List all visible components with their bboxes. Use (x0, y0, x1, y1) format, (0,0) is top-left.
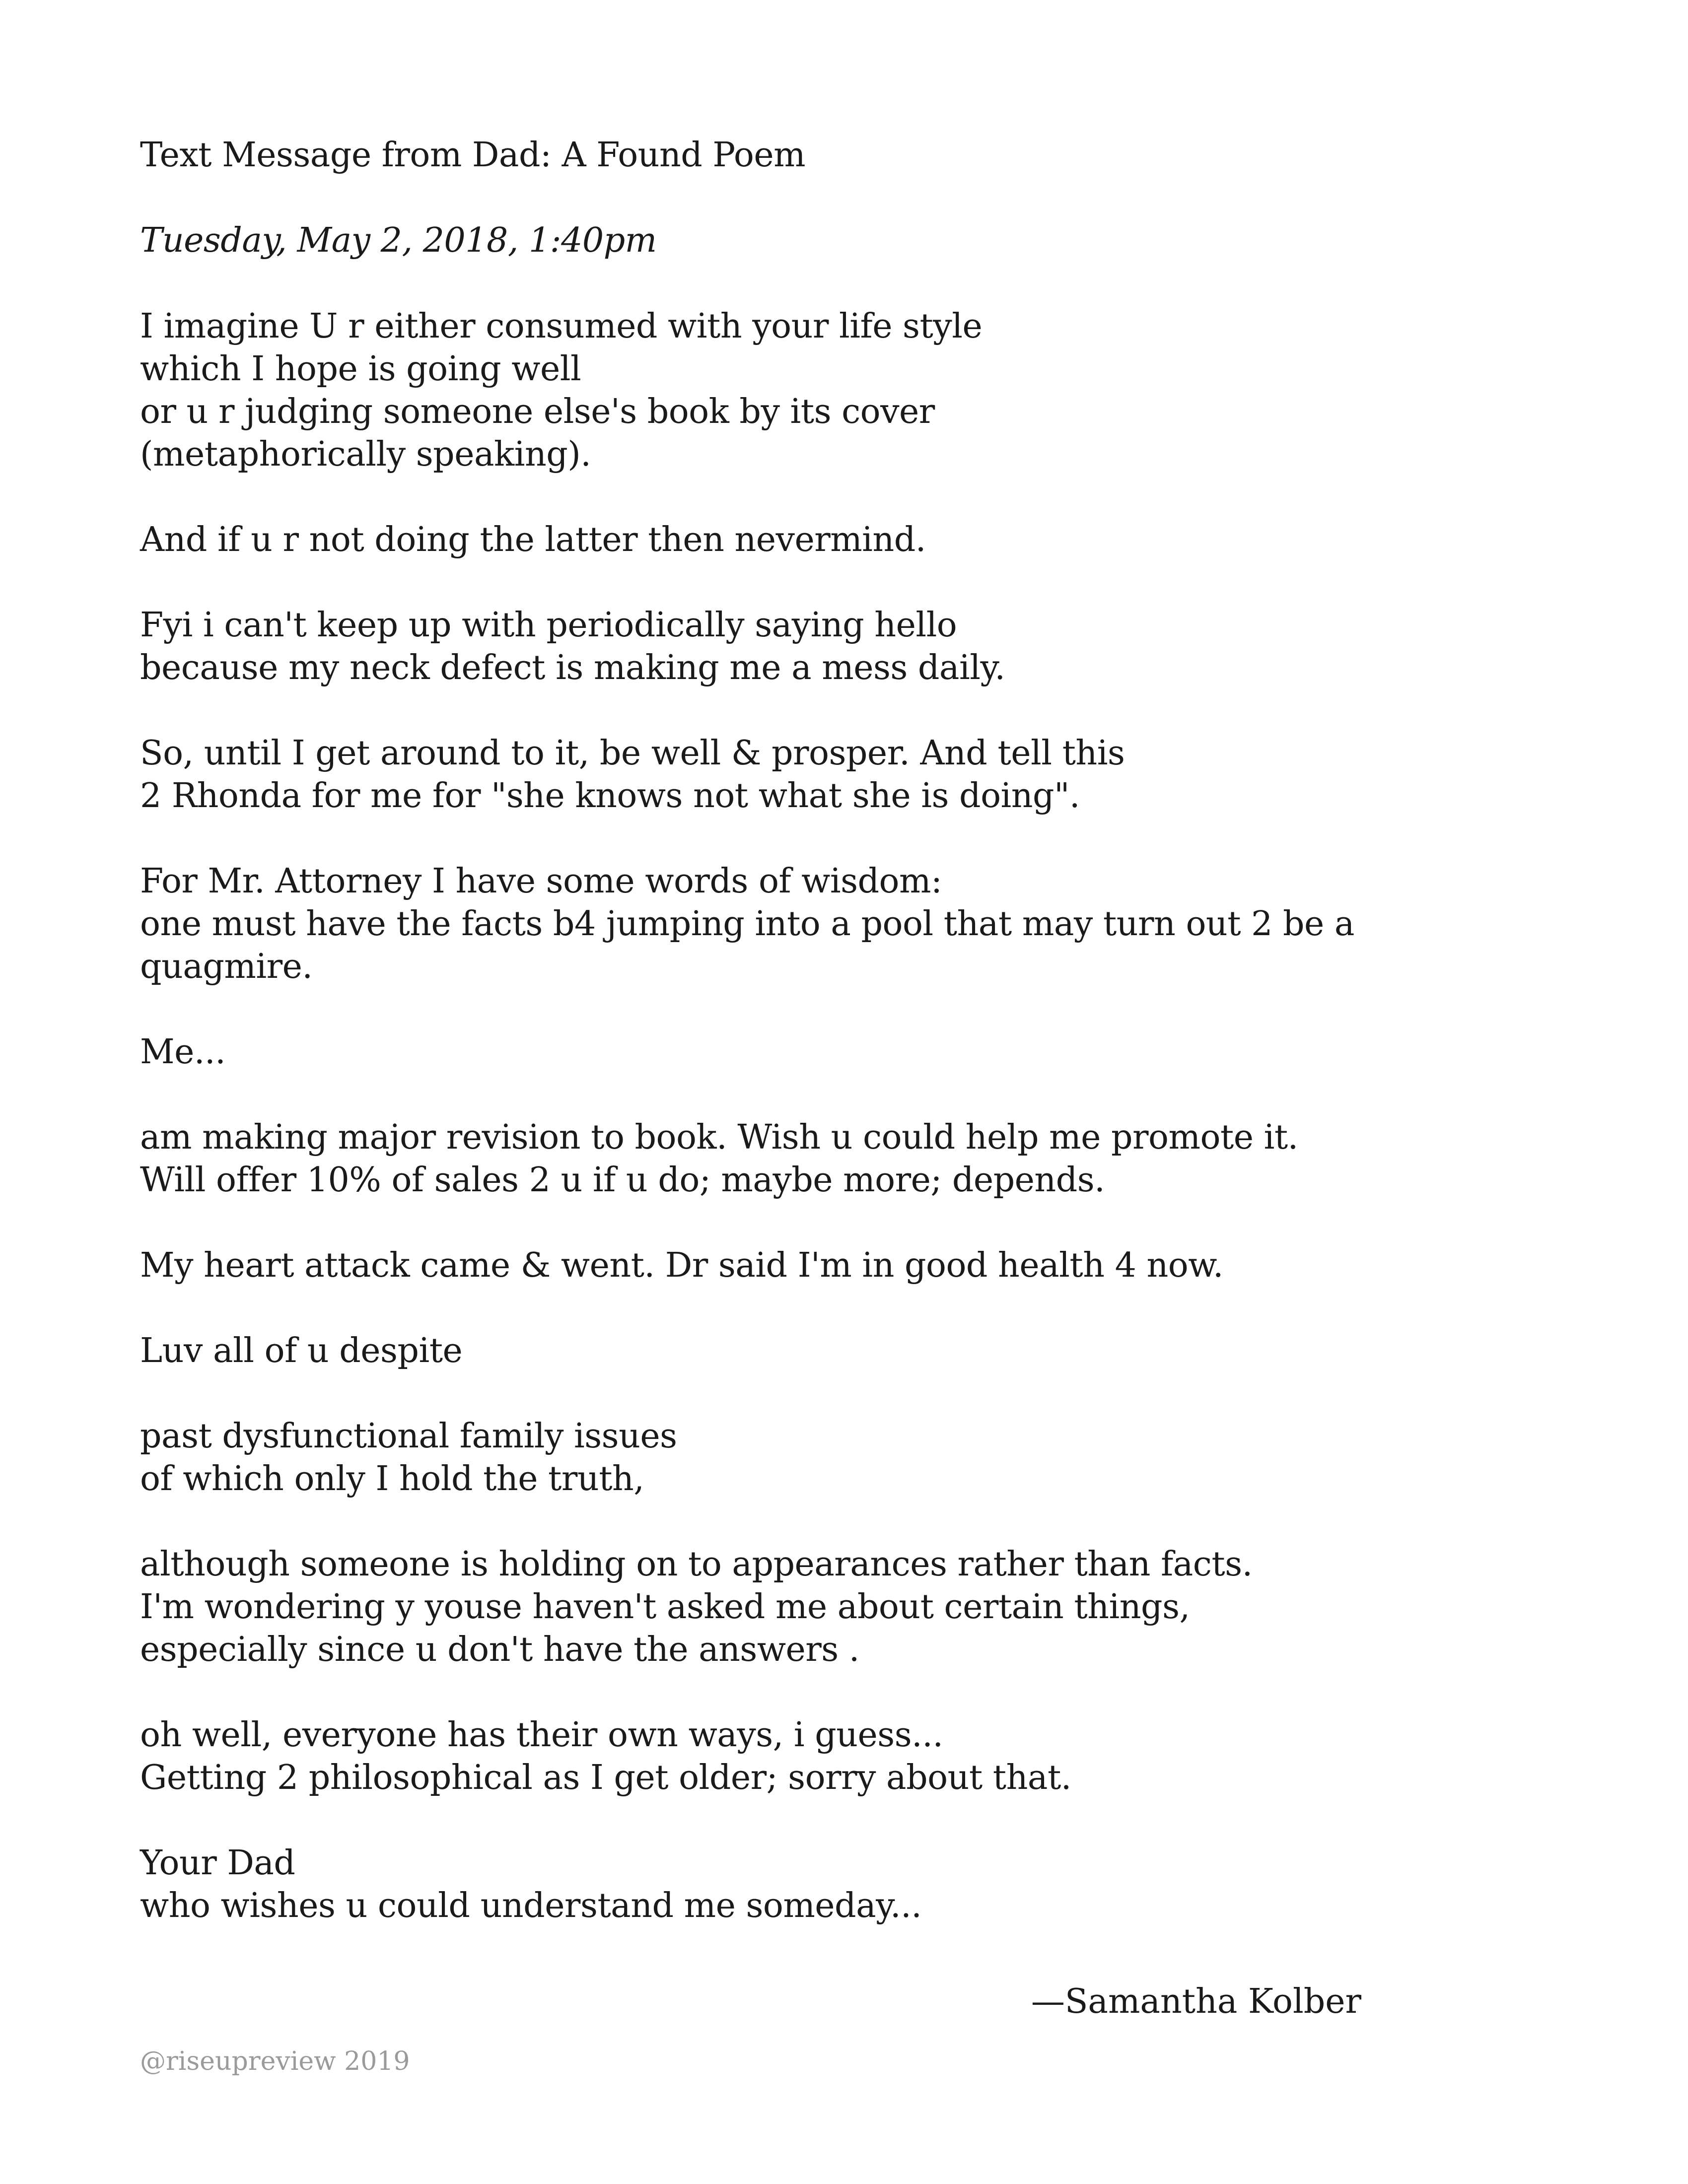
stanza (140, 1415, 1580, 1501)
poem-line: who wishes u could understand me someday... (140, 1886, 922, 1925)
poem-line: I'm wondering y youse haven't asked me about certain things, (140, 1587, 1190, 1627)
poem-line: Fyi i can't keep up with periodically saying hello (140, 606, 957, 645)
poem-title: Text Message from Dad: A Found Poem (140, 136, 806, 175)
stanza (140, 1031, 1580, 1074)
stanza (140, 1244, 1580, 1287)
poem-line: And if u r not doing the latter then nevermind. (140, 520, 926, 559)
poem-line: For Mr. Attorney I have some words of wisdom: (140, 862, 942, 901)
poem-line: of which only I hold the truth, (140, 1459, 644, 1499)
stanza (140, 860, 1580, 988)
poem-line: Luv all of u despite (140, 1331, 463, 1370)
stanza (140, 1116, 1580, 1202)
poem-line: which I hope is going well (140, 349, 581, 389)
poem-line: am making major revision to book. Wish u could help me promote it. (140, 1118, 1298, 1157)
copyright-footer: @riseupreview 2019 (140, 2047, 410, 2076)
stanza (140, 1842, 1580, 1927)
poem-line: Will offer 10% of sales 2 u if u do; maybe more; depends. (140, 1160, 1105, 1200)
poem-line: past dysfunctional family issues (140, 1417, 677, 1456)
poem-body (140, 305, 1580, 1970)
poem-line: Your Dad (140, 1843, 295, 1883)
poem-dateline: Tuesday, May 2, 2018, 1:40pm (140, 221, 657, 260)
poem-line: oh well, everyone has their own ways, i guess... (140, 1715, 943, 1755)
poem-line: Me... (140, 1032, 226, 1072)
stanza (140, 1714, 1580, 1799)
poem-line: I imagine U r either consumed with your life style (140, 307, 983, 346)
poem-page (140, 0, 1580, 2184)
poem-line: quagmire. (140, 947, 313, 986)
stanza (140, 1330, 1580, 1372)
stanza (140, 732, 1580, 818)
poem-line: My heart attack came & went. Dr said I'm in good health 4 now. (140, 1246, 1223, 1285)
stanza (140, 519, 1580, 561)
stanza (140, 305, 1580, 476)
poem-line: So, until I get around to it, be well & prosper. And tell this (140, 734, 1125, 773)
author-signature: —Samantha Kolber (1031, 1982, 1361, 2021)
poem-line: 2 Rhonda for me for "she knows not what she is doing". (140, 776, 1080, 816)
poem-line: because my neck defect is making me a mess daily. (140, 648, 1005, 687)
poem-line: or u r judging someone else's book by its cover (140, 392, 935, 431)
poem-line: (metaphorically speaking). (140, 435, 591, 474)
poem-line: one must have the facts b4 jumping into a pool that may turn out 2 be a (140, 904, 1354, 944)
stanza (140, 1543, 1580, 1671)
stanza (140, 604, 1580, 689)
poem-line: especially since u don't have the answers . (140, 1630, 859, 1669)
poem-line: although someone is holding on to appearances rather than facts. (140, 1545, 1253, 1584)
poem-line: Getting 2 philosophical as I get older; sorry about that. (140, 1758, 1071, 1797)
